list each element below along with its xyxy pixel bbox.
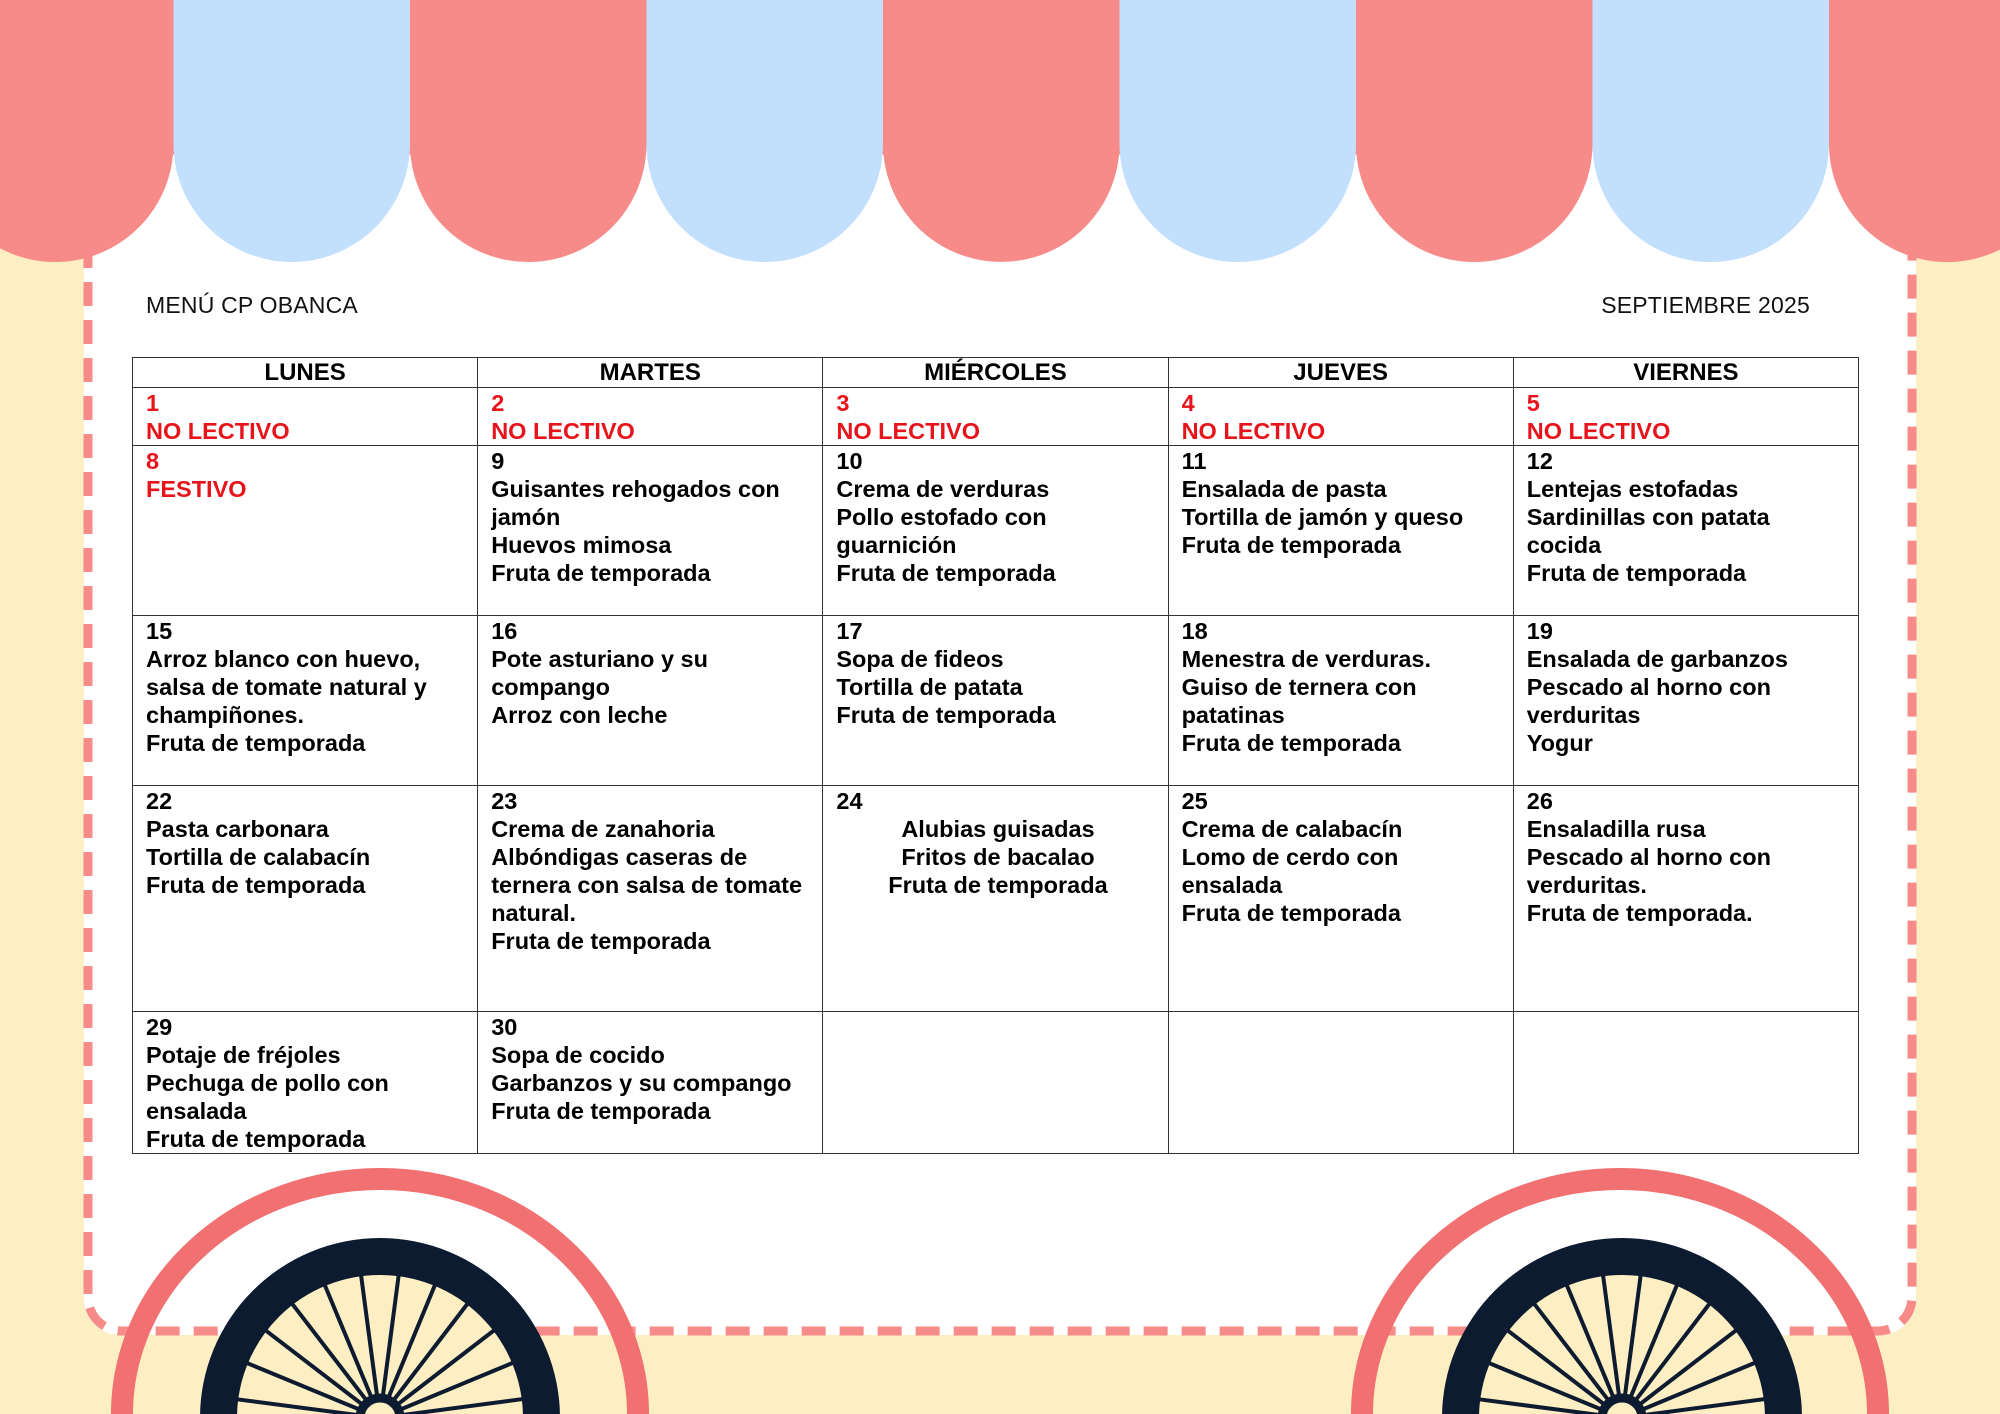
dish-item: Fruta de temporada <box>146 872 366 898</box>
day-cell <box>823 446 1168 616</box>
dish-item: Sopa de cocido <box>491 1042 665 1068</box>
day-number: 5 <box>1526 390 1540 416</box>
dish-item: Fruta de temporada <box>1181 730 1401 756</box>
day-number: 2 <box>491 390 505 416</box>
dish-item: Pescado al horno con verduritas <box>1526 674 1771 728</box>
day-cell <box>1513 1012 1858 1154</box>
day-number: 30 <box>491 1014 518 1040</box>
dish-item: Lentejas estofadas <box>1526 476 1739 502</box>
day-number: 29 <box>146 1014 173 1040</box>
dish-item: Pescado al horno con verduritas. <box>1526 844 1771 898</box>
day-number: 23 <box>491 788 518 814</box>
week-row <box>133 616 1859 786</box>
dish-item: Ensalada de pasta <box>1181 476 1387 502</box>
dish-item: Lomo de cerdo con ensalada <box>1181 844 1399 898</box>
dish-item: Pechuga de pollo con ensalada <box>146 1070 389 1124</box>
dish-item: Tortilla de jamón y queso <box>1181 504 1464 530</box>
dish-item: Fruta de temporada <box>146 730 366 756</box>
dish-item: Sardinillas con patata cocida <box>1526 504 1770 558</box>
weekday-header: LUNES <box>133 358 478 388</box>
dish-item: Guisantes rehogados con jamón <box>491 476 780 530</box>
dish-item: Guiso de ternera con patatinas <box>1181 674 1417 728</box>
day-cell <box>133 446 478 616</box>
weekday-header: JUEVES <box>1168 358 1513 388</box>
day-cell <box>1168 616 1513 786</box>
day-cell <box>823 786 1168 1012</box>
holiday-label: NO LECTIVO <box>1526 418 1671 444</box>
holiday-label: FESTIVO <box>146 476 247 502</box>
dish-item: Fruta de temporada <box>836 560 1056 586</box>
dish-item: Sopa de fideos <box>836 646 1004 672</box>
day-cell <box>133 388 478 446</box>
day-number: 8 <box>146 448 160 474</box>
day-cell <box>478 446 823 616</box>
awning-stripe <box>647 0 884 262</box>
menu-title: MENÚ CP OBANCA <box>146 292 358 318</box>
dish-item: Arroz blanco con huevo, salsa de tomate natural y champiñones. <box>146 646 427 728</box>
awning-stripes <box>0 0 2000 262</box>
week-row <box>133 446 1859 616</box>
day-number: 25 <box>1181 788 1208 814</box>
dish-item: Fruta de temporada <box>491 1098 711 1124</box>
dish-item: Fritos de bacalao <box>901 844 1095 870</box>
awning-stripe <box>1356 0 1593 262</box>
dish-item: Tortilla de patata <box>836 674 1023 700</box>
day-number: 11 <box>1181 448 1207 474</box>
day-number: 15 <box>146 618 173 644</box>
day-number: 17 <box>836 618 863 644</box>
dish-item: Tortilla de calabacín <box>146 844 371 870</box>
dish-item: Huevos mimosa <box>491 532 672 558</box>
dish-item: Fruta de temporada <box>836 702 1056 728</box>
dish-item: Pasta carbonara <box>146 816 329 842</box>
dish-item: Potaje de fréjoles <box>146 1042 341 1068</box>
awning-stripe <box>410 0 647 262</box>
menu-month: SEPTIEMBRE 2025 <box>1601 292 1810 318</box>
dish-item: Fruta de temporada <box>888 872 1108 898</box>
dish-item: Alubias guisadas <box>901 816 1095 842</box>
dish-item: Fruta de temporada <box>1181 532 1401 558</box>
awning-stripe <box>1120 0 1357 262</box>
day-cell <box>133 616 478 786</box>
holiday-label: NO LECTIVO <box>1181 418 1326 444</box>
week-row <box>133 1012 1859 1154</box>
day-cell <box>823 388 1168 446</box>
holiday-label: NO LECTIVO <box>146 418 290 444</box>
dish-item: Ensaladilla rusa <box>1526 816 1706 842</box>
day-cell <box>478 1012 823 1154</box>
holiday-label: NO LECTIVO <box>836 418 980 444</box>
dish-item: Crema de calabacín <box>1181 816 1403 842</box>
day-cell <box>1168 1012 1513 1154</box>
day-cell <box>1168 786 1513 1012</box>
dish-item: Fruta de temporada <box>146 1126 366 1152</box>
week-row <box>133 388 1859 446</box>
day-cell <box>1513 446 1858 616</box>
awning-stripe <box>883 0 1120 262</box>
day-cell <box>1513 388 1858 446</box>
day-number: 24 <box>836 788 863 814</box>
day-number: 19 <box>1526 618 1553 644</box>
dish-item: Yogur <box>1526 730 1593 756</box>
day-number: 18 <box>1181 618 1208 644</box>
week-row <box>133 786 1859 1012</box>
dish-item: Menestra de verduras. <box>1181 646 1432 672</box>
day-number: 4 <box>1181 390 1195 416</box>
day-cell <box>1168 446 1513 616</box>
day-number: 26 <box>1526 788 1553 814</box>
weekday-header: MIÉRCOLES <box>823 358 1168 388</box>
dish-item: Ensalada de garbanzos <box>1526 646 1788 672</box>
day-cell <box>478 786 823 1012</box>
day-number: 16 <box>491 618 518 644</box>
day-cell <box>1513 616 1858 786</box>
dish-item: Fruta de temporada <box>491 560 711 586</box>
dish-item: Crema de zanahoria <box>491 816 715 842</box>
dish-item: Pote asturiano y su compango <box>491 646 708 700</box>
dish-item: Garbanzos y su compango <box>491 1070 792 1096</box>
dish-item: Albóndigas caseras de ternera con salsa de tomate natural. <box>491 844 803 926</box>
awning-stripe <box>1593 0 1830 262</box>
day-cell <box>823 1012 1168 1154</box>
weekday-header-row <box>133 358 1859 388</box>
day-cell <box>478 616 823 786</box>
dish-item: Fruta de temporada <box>491 928 711 954</box>
awning-stripe <box>174 0 411 262</box>
holiday-label: NO LECTIVO <box>491 418 635 444</box>
dish-item: Fruta de temporada <box>1526 560 1747 586</box>
day-number: 9 <box>491 448 505 474</box>
day-number: 3 <box>836 390 850 416</box>
weekday-header: VIERNES <box>1513 358 1858 388</box>
dish-item: Fruta de temporada. <box>1526 900 1753 926</box>
day-number: 1 <box>146 390 160 416</box>
day-number: 12 <box>1526 448 1553 474</box>
day-cell <box>823 616 1168 786</box>
day-cell <box>1513 786 1858 1012</box>
dish-item: Crema de verduras <box>836 476 1050 502</box>
dish-item: Arroz con leche <box>491 702 668 728</box>
dish-item: Pollo estofado con guarnición <box>836 504 1047 558</box>
dish-item: Fruta de temporada <box>1181 900 1401 926</box>
day-number: 10 <box>836 448 863 474</box>
day-number: 22 <box>146 788 173 814</box>
weekday-header: MARTES <box>478 358 823 388</box>
day-cell <box>133 1012 478 1154</box>
day-cell <box>478 388 823 446</box>
day-cell <box>1168 388 1513 446</box>
weekly-menu-table <box>132 357 1859 1154</box>
day-cell <box>133 786 478 1012</box>
